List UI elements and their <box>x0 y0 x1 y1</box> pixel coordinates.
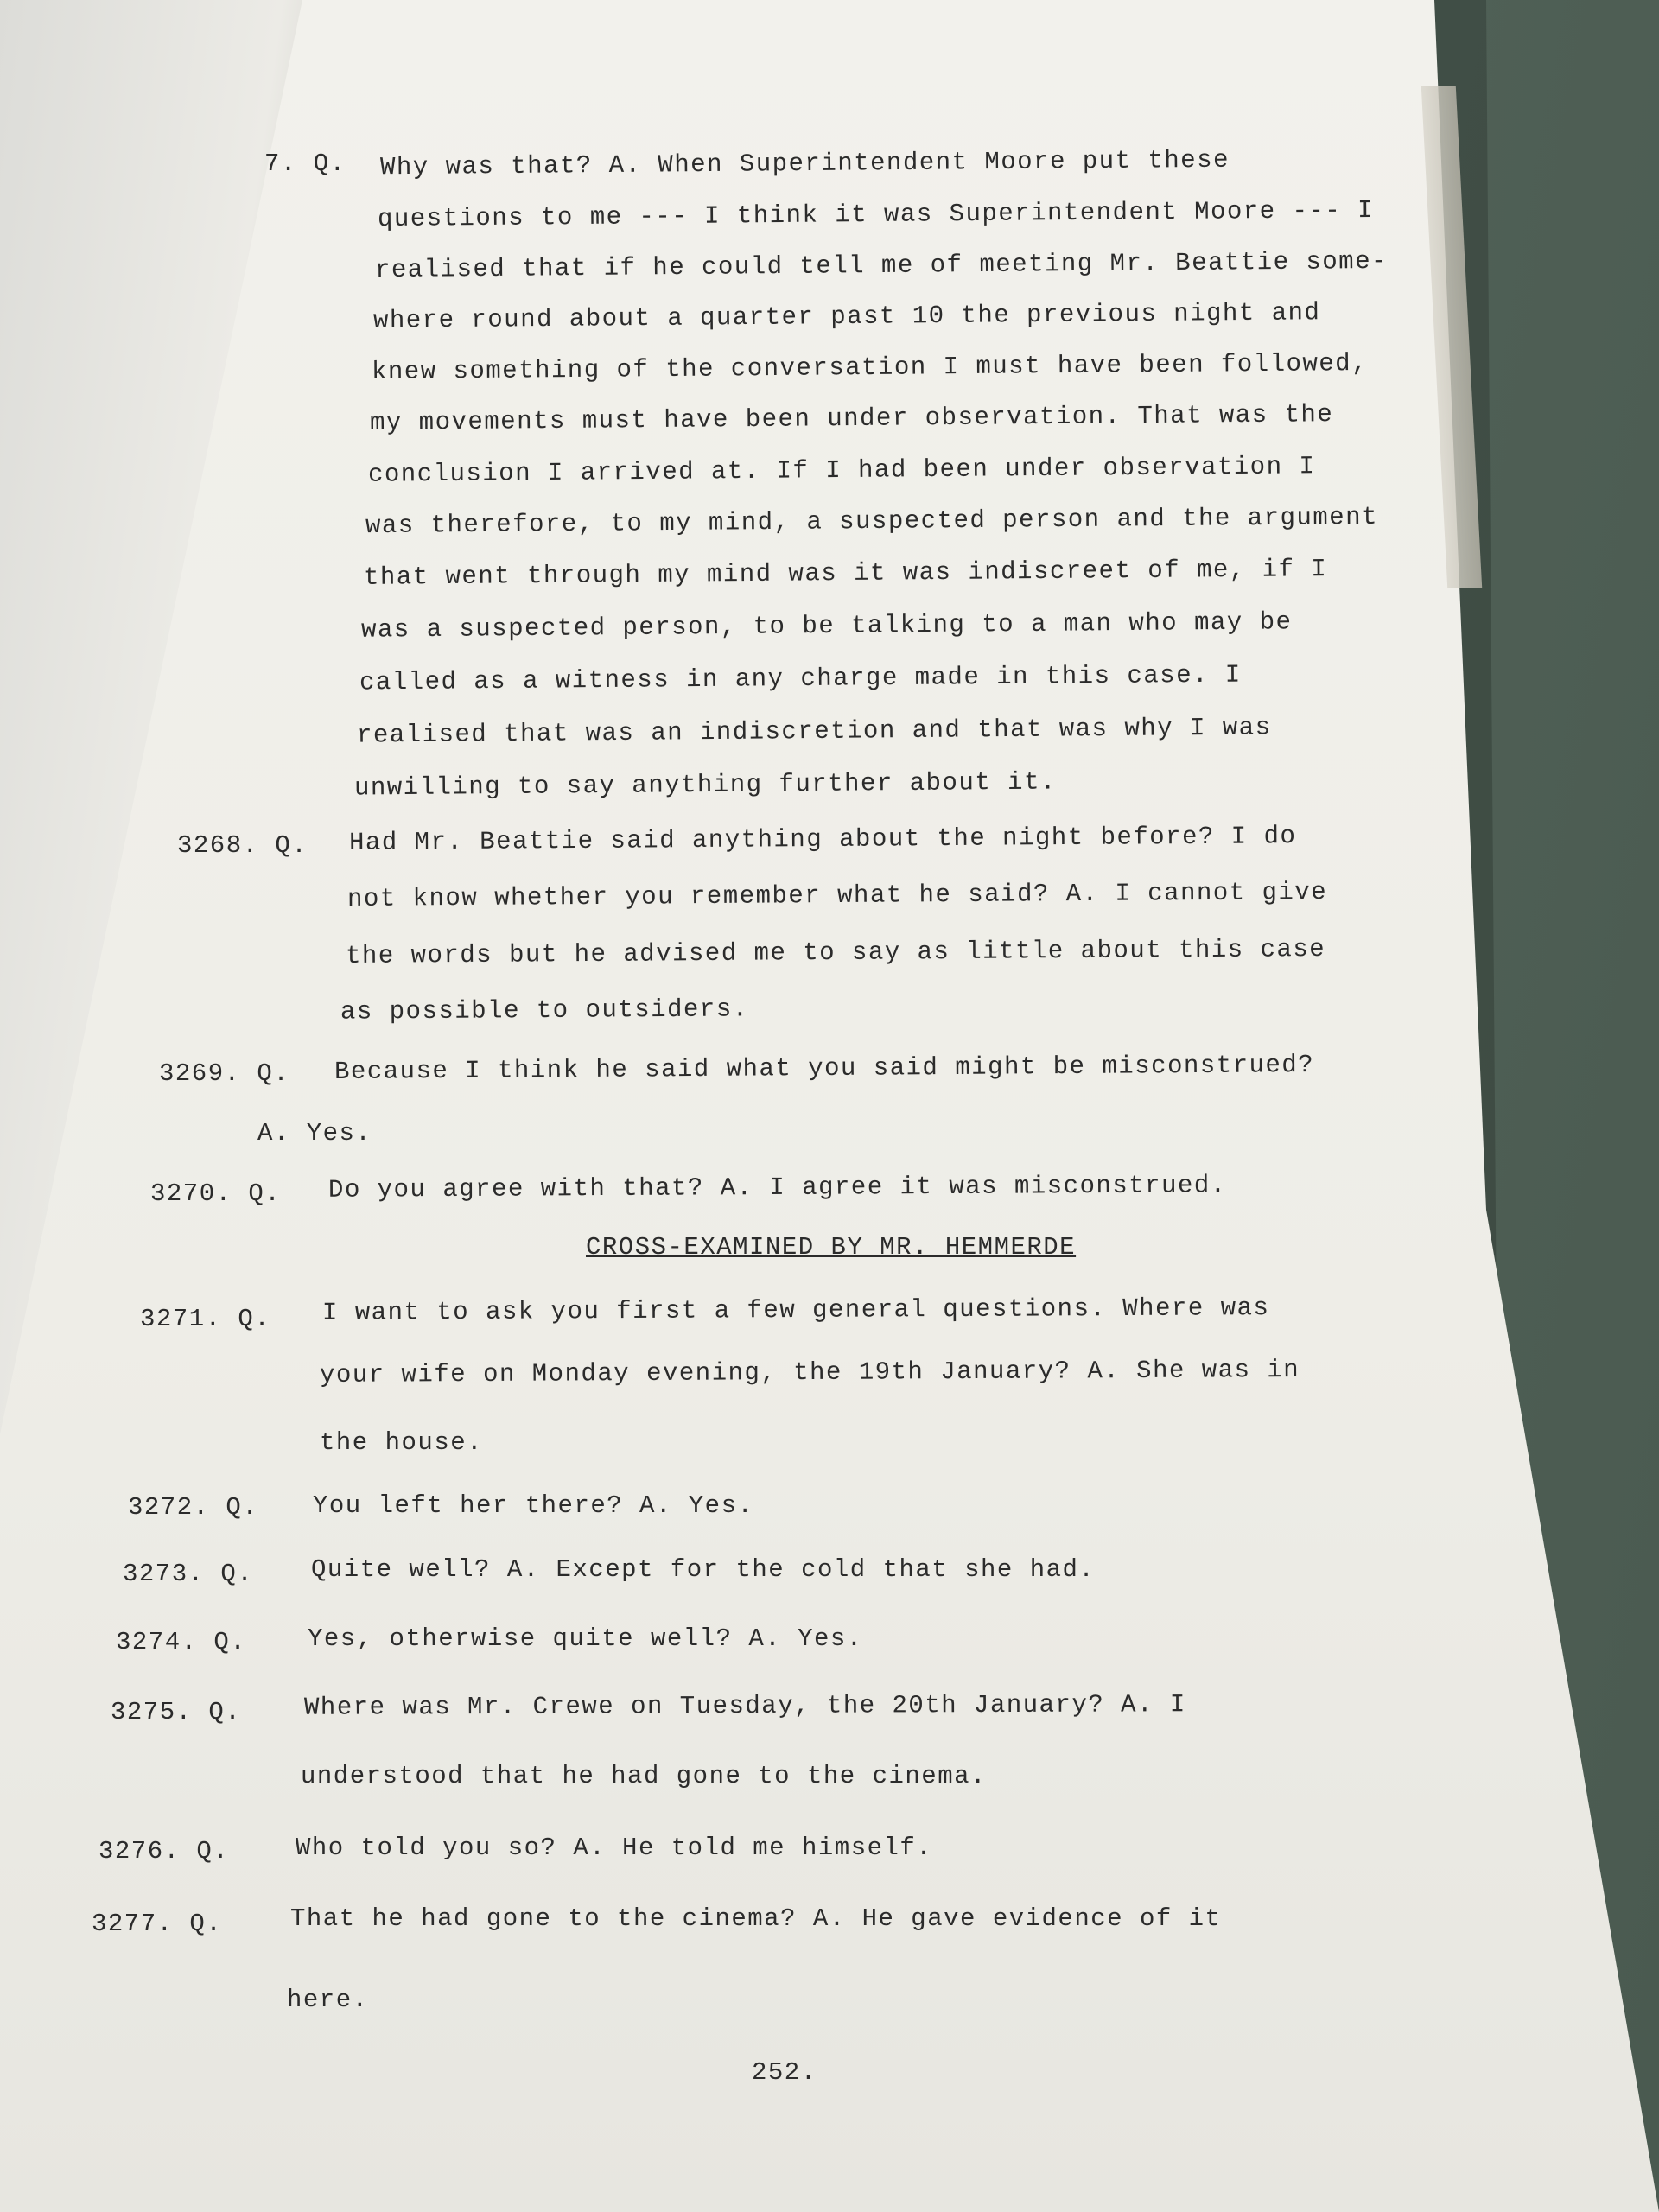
transcript-line: realised that was an indiscretion and that was why I was <box>356 713 1272 750</box>
transcript-line: conclusion I arrived at. If I had been under observation I <box>367 452 1316 489</box>
transcript-line: Quite well? A. Except for the cold that she had. <box>311 1555 1096 1584</box>
transcript-line: here. <box>287 1986 369 2014</box>
section-heading: CROSS-EXAMINED BY MR. HEMMERDE <box>586 1233 1077 1262</box>
transcript-line: was a suspected person, to be talking to a man who may be <box>360 607 1293 645</box>
question-number: 3270. Q. <box>150 1179 282 1208</box>
transcript-line: your wife on Monday evening, the 19th January? A. She was in <box>319 1356 1300 1389</box>
transcript-line: I want to ask you first a few general questions. Where was <box>321 1294 1270 1327</box>
question-number: 3276. Q. <box>99 1837 230 1866</box>
question-number: 3275. Q. <box>111 1698 242 1726</box>
transcript-line: the words but he advised me to say as little about this case <box>345 935 1326 970</box>
question-number: 3273. Q. <box>123 1560 254 1588</box>
transcript-line: questions to me --- I think it was Superintendent Moore --- I <box>377 195 1375 234</box>
question-number: 3272. Q. <box>128 1493 259 1522</box>
transcript-line: the house. <box>320 1428 484 1457</box>
transcript-line: was therefore, to my mind, a suspected person and the argument <box>365 502 1379 541</box>
transcript-line: not know whether you remember what he said? A. I cannot give <box>346 878 1328 913</box>
transcript-line: knew something of the conversation I must have been followed, <box>371 348 1369 387</box>
transcript-line: Where was Mr. Crewe on Tuesday, the 20th January? A. I <box>303 1690 1186 1722</box>
question-number: 3269. Q. <box>159 1059 290 1088</box>
question-number: 3271. Q. <box>140 1305 271 1333</box>
transcript-line: Why was that? A. When Superintendent Moore put these <box>379 145 1230 182</box>
question-number: 3277. Q. <box>92 1910 223 1938</box>
question-number: 3274. Q. <box>116 1628 247 1656</box>
transcript-line: my movements must have been under observation. That was the <box>369 400 1334 437</box>
transcript-line: called as a witness in any charge made in this case. I <box>359 660 1242 697</box>
transcript-line: unwilling to say anything further about it. <box>353 767 1057 803</box>
transcript-line: Yes, otherwise quite well? A. Yes. <box>308 1624 863 1653</box>
transcript-line: You left her there? A. Yes. <box>313 1491 754 1520</box>
transcript-line: Had Mr. Beattie said anything about the night before? I do <box>348 822 1297 857</box>
transcript-line: as possible to outsiders. <box>340 995 749 1027</box>
transcript-line: where round about a quarter past 10 the previous night and <box>372 298 1321 335</box>
page-number: 252. <box>752 2058 817 2087</box>
transcript-line: Do you agree with that? A. I agree it was misconstrued. <box>327 1171 1227 1205</box>
question-number: 3268. Q. <box>177 831 308 860</box>
question-number: 7. Q. <box>264 149 346 178</box>
transcript-line: A. Yes. <box>257 1119 372 1147</box>
transcript-line: realised that if he could tell me of meeting Mr. Beattie some- <box>374 246 1389 285</box>
transcript-line: that went through my mind was it was indiscreet of me, if I <box>363 555 1328 592</box>
transcript-line: Who told you so? A. He told me himself. <box>296 1834 933 1862</box>
transcript-line: That he had gone to the cinema? A. He gave evidence of it <box>290 1904 1222 1933</box>
transcript-line: Because I think he said what you said might be misconstrued? <box>334 1051 1315 1086</box>
transcript-line: understood that he had gone to the cinema. <box>301 1762 987 1790</box>
